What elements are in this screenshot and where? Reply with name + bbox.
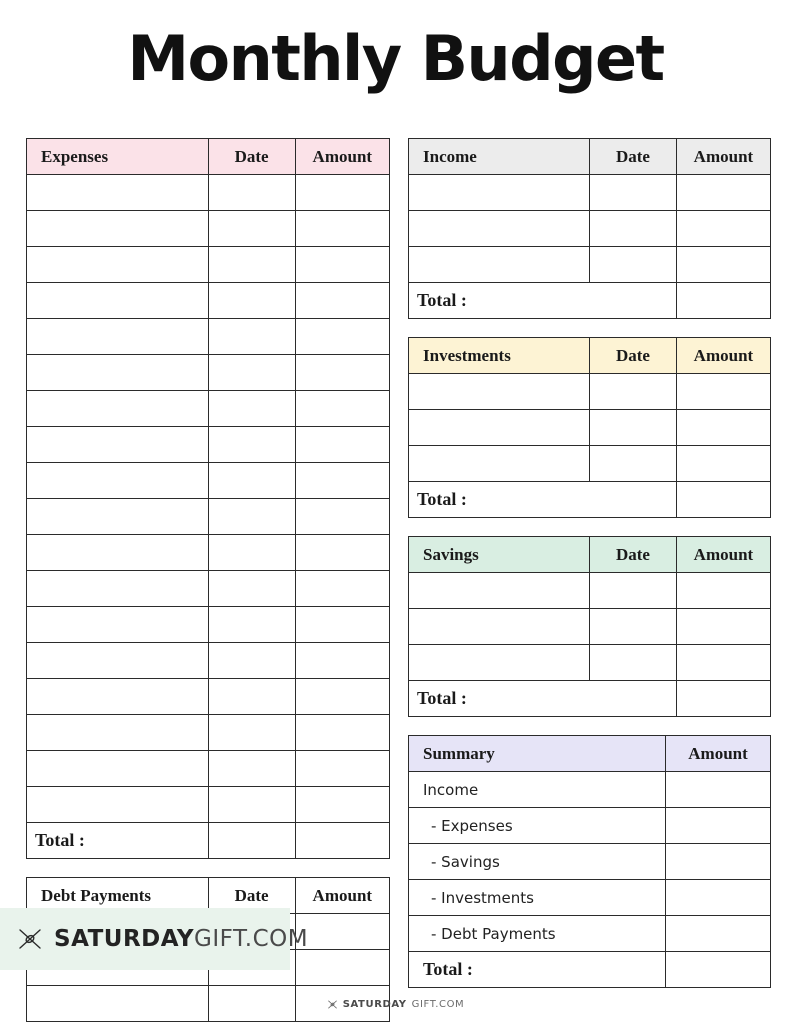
expense-amount-cell[interactable] [295,571,389,607]
expenses-total-label: Total : [27,823,209,859]
income-header-label: Income [409,139,590,175]
table-row[interactable] [409,609,771,645]
expense-name-cell[interactable] [27,535,209,571]
investment-name-cell[interactable] [409,410,590,446]
brand-name-bold: SATURDAY [54,926,195,952]
table-row[interactable] [27,787,390,823]
expenses-rows [27,175,390,859]
summary-row[interactable] [409,844,771,880]
expense-date-cell[interactable] [208,571,295,607]
expense-amount-cell[interactable] [295,607,389,643]
table-row[interactable] [27,283,390,319]
expense-date-cell[interactable] [208,247,295,283]
brand-name [54,926,308,952]
right-column [408,138,771,988]
investments-total-amount-cell[interactable] [676,482,770,518]
expense-name-cell[interactable] [27,787,209,823]
investment-name-cell[interactable] [409,446,590,482]
summary-table [408,735,771,988]
expenses-header-date: Date [208,139,295,175]
table-header-row [409,139,771,175]
expense-name-cell[interactable] [27,571,209,607]
debt-amount-cell[interactable] [295,914,389,950]
expenses-total-row[interactable] [27,823,390,859]
expense-date-cell[interactable] [208,499,295,535]
investments-total-label: Total : [409,482,677,518]
savings-header-amount: Amount [676,537,770,573]
expense-name-cell[interactable] [27,499,209,535]
investment-amount-cell[interactable] [676,374,770,410]
expense-name-cell[interactable] [27,211,209,247]
table-row[interactable] [27,175,390,211]
expense-amount-cell[interactable] [295,355,389,391]
table-row[interactable] [409,446,771,482]
table-row[interactable] [27,571,390,607]
summary-row-amount-cell[interactable] [666,808,771,844]
expenses-total-date-cell[interactable] [208,823,295,859]
summary-row-amount-cell[interactable] [666,844,771,880]
footer-brand-bold: SATURDAY [342,999,407,1010]
expense-name-cell[interactable] [27,283,209,319]
spacer [26,859,390,877]
summary-total-label: Total : [409,952,666,988]
summary-row-amount-cell[interactable] [666,916,771,952]
income-name-cell[interactable] [409,247,590,283]
investments-total-row[interactable] [409,482,771,518]
income-header-date: Date [590,139,677,175]
savings-amount-cell[interactable] [676,609,770,645]
spacer [408,319,771,337]
table-row[interactable] [409,374,771,410]
expense-amount-cell[interactable] [295,247,389,283]
left-column [26,138,390,1022]
investment-date-cell[interactable] [590,446,677,482]
table-row[interactable] [27,211,390,247]
debt-payments-header-date: Date [208,878,295,914]
table-row[interactable] [27,319,390,355]
income-total-label: Total : [409,283,677,319]
expense-date-cell[interactable] [208,535,295,571]
expense-date-cell[interactable] [208,211,295,247]
expense-name-cell[interactable] [27,607,209,643]
spacer [408,717,771,735]
table-row[interactable] [409,645,771,681]
expense-name-cell[interactable] [27,391,209,427]
page-title: Monthly Budget [127,22,664,95]
expense-name-cell[interactable] [27,175,209,211]
expense-date-cell[interactable] [208,463,295,499]
expense-date-cell[interactable] [208,643,295,679]
savings-amount-cell[interactable] [676,573,770,609]
table-row[interactable] [27,391,390,427]
table-row[interactable] [27,535,390,571]
summary-total-row[interactable] [409,952,771,988]
summary-row-label: - Expenses [409,808,666,844]
expense-date-cell[interactable] [208,283,295,319]
savings-header-date: Date [590,537,677,573]
expense-date-cell[interactable] [208,679,295,715]
summary-rows [409,772,771,988]
savings-name-cell[interactable] [409,609,590,645]
expense-name-cell[interactable] [27,427,209,463]
income-rows [409,175,771,319]
tables-area [26,138,765,1022]
summary-row-label: - Savings [409,844,666,880]
table-row[interactable] [27,247,390,283]
expense-date-cell[interactable] [208,175,295,211]
summary-row[interactable] [409,808,771,844]
expenses-header-label: Expenses [27,139,209,175]
expense-date-cell[interactable] [208,427,295,463]
table-header-row [409,338,771,374]
investment-date-cell[interactable] [590,410,677,446]
investment-date-cell[interactable] [590,374,677,410]
table-row[interactable] [27,643,390,679]
savings-date-cell[interactable] [590,609,677,645]
expense-name-cell[interactable] [27,715,209,751]
table-row[interactable] [27,679,390,715]
expense-amount-cell[interactable] [295,643,389,679]
expense-amount-cell[interactable] [295,427,389,463]
expense-date-cell[interactable] [208,607,295,643]
expense-name-cell[interactable] [27,319,209,355]
table-row[interactable] [27,607,390,643]
summary-header-label: Summary [409,736,666,772]
expense-name-cell[interactable] [27,679,209,715]
savings-total-amount-cell[interactable] [676,681,770,717]
debt-payments-header-amount: Amount [295,878,389,914]
income-name-cell[interactable] [409,175,590,211]
expense-amount-cell[interactable] [295,787,389,823]
debt-payments-header-label: Debt Payments [27,878,209,914]
expense-name-cell[interactable] [27,247,209,283]
expense-amount-cell[interactable] [295,283,389,319]
table-row[interactable] [409,573,771,609]
savings-amount-cell[interactable] [676,645,770,681]
income-amount-cell[interactable] [676,247,770,283]
savings-date-cell[interactable] [590,645,677,681]
expense-date-cell[interactable] [208,391,295,427]
savings-rows [409,573,771,717]
income-amount-cell[interactable] [676,175,770,211]
expenses-table [26,138,390,859]
expense-amount-cell[interactable] [295,175,389,211]
table-row[interactable] [27,715,390,751]
income-total-row[interactable] [409,283,771,319]
investments-header-amount: Amount [676,338,770,374]
expense-date-cell[interactable] [208,751,295,787]
expense-amount-cell[interactable] [295,211,389,247]
income-date-cell[interactable] [590,247,677,283]
table-row[interactable] [409,211,771,247]
expense-name-cell[interactable] [27,751,209,787]
expense-date-cell[interactable] [208,319,295,355]
table-header-row [409,736,771,772]
table-row[interactable] [409,247,771,283]
summary-header-amount: Amount [666,736,771,772]
expense-amount-cell[interactable] [295,535,389,571]
expense-name-cell[interactable] [27,355,209,391]
spacer [408,518,771,536]
expense-name-cell[interactable] [27,463,209,499]
investment-amount-cell[interactable] [676,410,770,446]
summary-row[interactable] [409,916,771,952]
expense-date-cell[interactable] [208,787,295,823]
brand-name-light: GIFT.COM [194,926,309,952]
savings-total-label: Total : [409,681,677,717]
investments-header-label: Investments [409,338,590,374]
summary-row-amount-cell[interactable] [666,772,771,808]
expense-date-cell[interactable] [208,715,295,751]
table-row[interactable] [27,463,390,499]
summary-total-amount-cell[interactable] [666,952,771,988]
summary-row[interactable] [409,880,771,916]
income-table [408,138,771,319]
expense-amount-cell[interactable] [295,319,389,355]
brand-badge [0,908,309,970]
footer-brand-light: GIFT.COM [411,999,465,1010]
summary-row-label: - Investments [409,880,666,916]
income-date-cell[interactable] [590,175,677,211]
income-name-cell[interactable] [409,211,590,247]
expenses-header-amount: Amount [295,139,389,175]
income-amount-cell[interactable] [676,211,770,247]
table-row[interactable] [409,175,771,211]
expense-name-cell[interactable] [27,643,209,679]
page-footer [0,999,791,1010]
investment-amount-cell[interactable] [676,446,770,482]
table-row[interactable] [27,355,390,391]
table-row[interactable] [27,751,390,787]
income-total-amount-cell[interactable] [676,283,770,319]
savings-name-cell[interactable] [409,645,590,681]
expense-amount-cell[interactable] [295,499,389,535]
investments-table [408,337,771,518]
savings-date-cell[interactable] [590,573,677,609]
saturdaygift-footer-logo-icon [327,999,338,1010]
investments-header-date: Date [590,338,677,374]
income-date-cell[interactable] [590,211,677,247]
expense-date-cell[interactable] [208,355,295,391]
saturdaygift-logo-icon [16,925,44,953]
table-row[interactable] [27,499,390,535]
table-header-row [409,537,771,573]
savings-table [408,536,771,717]
expense-amount-cell[interactable] [295,751,389,787]
summary-row[interactable] [409,772,771,808]
expense-amount-cell[interactable] [295,391,389,427]
expense-amount-cell[interactable] [295,463,389,499]
expense-amount-cell[interactable] [295,715,389,751]
summary-row-label: - Debt Payments [409,916,666,952]
debt-amount-cell[interactable] [295,950,389,986]
expense-amount-cell[interactable] [295,679,389,715]
investments-rows [409,374,771,518]
table-row[interactable] [27,427,390,463]
savings-header-label: Savings [409,537,590,573]
table-header-row [27,139,390,175]
savings-total-row[interactable] [409,681,771,717]
expenses-total-amount-cell[interactable] [295,823,389,859]
summary-row-amount-cell[interactable] [666,880,771,916]
summary-row-label: Income [409,772,666,808]
table-row[interactable] [409,410,771,446]
savings-name-cell[interactable] [409,573,590,609]
income-header-amount: Amount [676,139,770,175]
investment-name-cell[interactable] [409,374,590,410]
